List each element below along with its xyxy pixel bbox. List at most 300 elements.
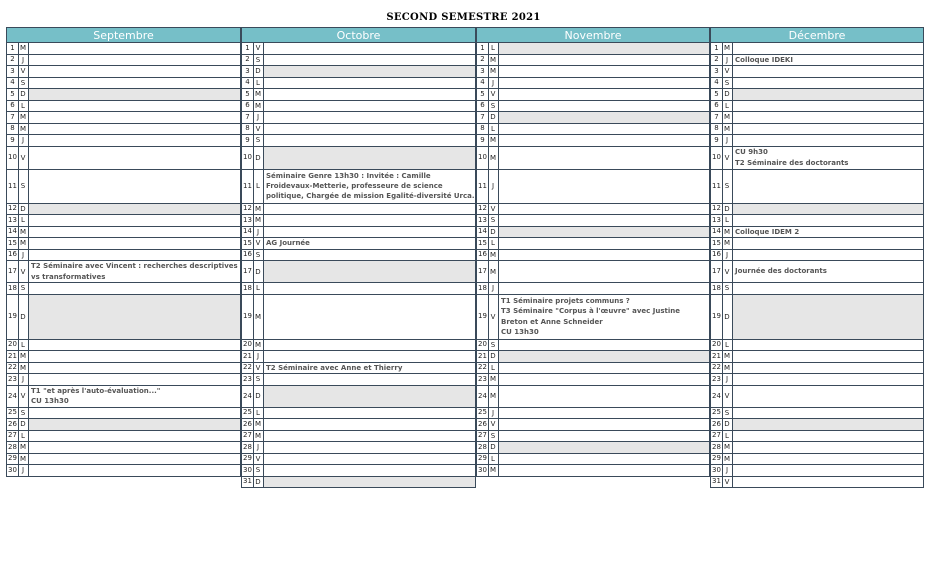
day-number: 9 (477, 135, 489, 146)
day-event (733, 89, 923, 100)
day-number: 30 (477, 465, 489, 476)
weekday-letter: M (253, 204, 264, 215)
day-row[interactable] (241, 238, 476, 250)
weekday-letter: S (253, 55, 264, 66)
day-row[interactable] (6, 101, 241, 113)
day-row[interactable] (476, 215, 710, 227)
day-row[interactable] (476, 374, 710, 386)
day-row[interactable] (476, 419, 710, 431)
day-number: 14 (477, 227, 489, 238)
day-row[interactable] (241, 112, 476, 124)
day-row[interactable] (6, 351, 241, 363)
day-number: 6 (477, 101, 489, 112)
day-event (499, 112, 709, 123)
day-number: 13 (7, 215, 19, 226)
day-event (264, 101, 475, 112)
day-event (733, 43, 923, 54)
day-row[interactable] (6, 419, 241, 431)
day-row[interactable] (241, 363, 476, 375)
weekday-letter: J (722, 465, 733, 476)
day-row[interactable] (241, 170, 476, 204)
weekday-letter: V (18, 261, 29, 282)
weekday-letter: L (18, 215, 29, 226)
day-row[interactable] (476, 170, 710, 204)
weekday-letter: D (18, 419, 29, 430)
day-number: 8 (7, 124, 19, 135)
weekday-letter: J (722, 250, 733, 261)
day-row[interactable] (476, 66, 710, 78)
weekday-letter: D (488, 227, 499, 238)
day-number: 20 (7, 340, 19, 351)
day-event: AG Journée (266, 239, 310, 248)
day-event (264, 135, 475, 146)
day-event: T1 "et après l'auto-évaluation..." CU 13h30 (31, 386, 161, 405)
day-event (499, 340, 709, 351)
day-event (499, 78, 709, 89)
day-row[interactable] (476, 43, 710, 55)
weekday-letter: V (722, 147, 733, 169)
day-row[interactable] (241, 147, 476, 170)
weekday-letter: M (253, 431, 264, 442)
day-event (264, 442, 475, 453)
day-event (499, 465, 709, 476)
day-event (733, 465, 923, 476)
day-event (29, 465, 240, 476)
day-row[interactable] (710, 477, 924, 489)
day-row[interactable] (710, 408, 924, 420)
weekday-letter: L (253, 170, 264, 203)
day-event (29, 238, 240, 249)
month-header: Octobre (241, 27, 476, 43)
weekday-letter: S (18, 408, 29, 419)
day-event (499, 170, 709, 203)
day-row[interactable] (241, 227, 476, 239)
day-number: 19 (711, 295, 723, 339)
day-row[interactable] (6, 295, 241, 340)
weekday-letter: D (18, 204, 29, 215)
day-row[interactable] (6, 283, 241, 295)
month-header: Novembre (476, 27, 710, 43)
day-row[interactable] (476, 147, 710, 170)
weekday-letter: V (488, 295, 499, 339)
day-row[interactable] (241, 419, 476, 431)
day-event (733, 124, 923, 135)
day-row[interactable] (241, 101, 476, 113)
day-row[interactable] (710, 419, 924, 431)
day-event (264, 419, 475, 430)
day-event (264, 227, 475, 238)
weekday-letter: M (18, 124, 29, 135)
day-number: 18 (242, 283, 254, 294)
day-event (29, 135, 240, 146)
weekday-letter: J (18, 465, 29, 476)
day-row[interactable] (241, 465, 476, 477)
weekday-letter: D (722, 419, 733, 430)
day-row[interactable] (710, 66, 924, 78)
day-row[interactable] (241, 295, 476, 340)
day-event (29, 408, 240, 419)
day-event (264, 340, 475, 351)
month-header: Septembre (6, 27, 241, 43)
day-row[interactable] (6, 78, 241, 90)
day-event (733, 170, 923, 203)
day-row[interactable] (241, 374, 476, 386)
day-row[interactable] (710, 261, 924, 283)
day-row[interactable] (710, 340, 924, 352)
day-number: 27 (7, 431, 19, 442)
day-number: 24 (242, 386, 254, 407)
day-row[interactable] (710, 250, 924, 262)
day-event (264, 250, 475, 261)
day-row[interactable] (6, 250, 241, 262)
weekday-letter: M (18, 442, 29, 453)
day-number: 21 (477, 351, 489, 362)
day-row[interactable] (476, 89, 710, 101)
day-event (499, 238, 709, 249)
weekday-letter: M (722, 363, 733, 374)
day-event (264, 78, 475, 89)
day-row[interactable] (476, 101, 710, 113)
day-row[interactable] (710, 204, 924, 216)
day-number: 22 (7, 363, 19, 374)
day-row[interactable] (476, 78, 710, 90)
day-row[interactable] (710, 55, 924, 67)
day-row[interactable] (710, 374, 924, 386)
day-number: 7 (242, 112, 254, 123)
day-event (29, 78, 240, 89)
day-event (29, 101, 240, 112)
day-row[interactable] (241, 477, 476, 489)
day-event (499, 442, 709, 453)
day-event (29, 215, 240, 226)
day-row[interactable] (6, 89, 241, 101)
day-number: 6 (7, 101, 19, 112)
day-number: 30 (711, 465, 723, 476)
day-number: 15 (242, 238, 254, 249)
day-row[interactable] (710, 442, 924, 454)
day-event (733, 363, 923, 374)
day-row[interactable] (6, 170, 241, 204)
day-event (499, 124, 709, 135)
weekday-letter: D (253, 147, 264, 169)
day-number: 1 (711, 43, 723, 54)
day-row[interactable] (710, 283, 924, 295)
day-row[interactable] (476, 351, 710, 363)
day-row[interactable] (476, 135, 710, 147)
day-number: 20 (711, 340, 723, 351)
day-number: 3 (711, 66, 723, 77)
day-event (264, 351, 475, 362)
day-event (733, 386, 923, 407)
weekday-letter: S (722, 283, 733, 294)
day-event: Colloque IDEM 2 (735, 227, 800, 236)
day-row[interactable] (6, 124, 241, 136)
weekday-letter: V (488, 204, 499, 215)
day-number: 25 (242, 408, 254, 419)
day-row[interactable] (6, 374, 241, 386)
day-row[interactable] (476, 386, 710, 408)
day-event (264, 66, 475, 77)
day-row[interactable] (6, 431, 241, 443)
day-event (733, 238, 923, 249)
day-row[interactable] (241, 204, 476, 216)
day-event (29, 43, 240, 54)
day-number: 14 (242, 227, 254, 238)
weekday-letter: D (253, 477, 264, 488)
day-row[interactable] (241, 283, 476, 295)
weekday-letter: J (722, 374, 733, 385)
day-row[interactable] (241, 261, 476, 283)
day-row[interactable] (476, 124, 710, 136)
weekday-letter: M (488, 66, 499, 77)
day-row[interactable] (710, 135, 924, 147)
day-event (264, 477, 475, 488)
weekday-letter: L (488, 454, 499, 465)
weekday-letter: J (488, 408, 499, 419)
day-row[interactable] (6, 442, 241, 454)
day-number: 29 (242, 454, 254, 465)
day-row[interactable] (476, 55, 710, 67)
day-event (733, 442, 923, 453)
day-number: 11 (711, 170, 723, 203)
day-row[interactable] (6, 238, 241, 250)
day-event (733, 135, 923, 146)
day-event (499, 55, 709, 66)
day-row[interactable] (6, 135, 241, 147)
day-event (733, 295, 923, 339)
day-row[interactable] (241, 215, 476, 227)
day-row[interactable] (710, 454, 924, 466)
day-number: 25 (7, 408, 19, 419)
day-number: 21 (7, 351, 19, 362)
day-number: 9 (7, 135, 19, 146)
day-event (29, 374, 240, 385)
day-number: 25 (711, 408, 723, 419)
day-number: 23 (7, 374, 19, 385)
weekday-letter: S (253, 465, 264, 476)
day-event (499, 261, 709, 282)
day-number: 1 (7, 43, 19, 54)
weekday-letter: L (488, 43, 499, 54)
day-event (499, 204, 709, 215)
day-event: T2 Séminaire avec Vincent : recherches descriptives vs transformatives (31, 262, 238, 281)
day-row[interactable] (241, 386, 476, 408)
day-number: 10 (242, 147, 254, 169)
day-row[interactable] (476, 112, 710, 124)
day-row[interactable] (476, 283, 710, 295)
weekday-letter: M (488, 374, 499, 385)
day-row[interactable] (476, 408, 710, 420)
day-row[interactable] (6, 43, 241, 55)
day-row[interactable] (710, 89, 924, 101)
weekday-letter: S (253, 135, 264, 146)
day-event (733, 454, 923, 465)
day-event (29, 55, 240, 66)
day-row[interactable] (6, 465, 241, 477)
day-row[interactable] (710, 431, 924, 443)
weekday-letter: M (18, 363, 29, 374)
day-number: 7 (477, 112, 489, 123)
day-row[interactable] (476, 204, 710, 216)
day-number: 24 (711, 386, 723, 407)
day-number: 29 (711, 454, 723, 465)
weekday-letter: V (722, 386, 733, 407)
day-number: 11 (7, 170, 19, 203)
day-row[interactable] (476, 295, 710, 340)
weekday-letter: M (488, 55, 499, 66)
day-number: 10 (7, 147, 19, 169)
weekday-letter: V (253, 43, 264, 54)
day-number: 23 (477, 374, 489, 385)
day-event: T1 Séminaire projets communs ? T3 Séminaire "Corpus à l'œuvre" avec Justine Breton et Anne Schneider CU 13h30 (501, 297, 680, 336)
weekday-letter: J (253, 227, 264, 238)
weekday-letter: M (722, 454, 733, 465)
day-row[interactable] (241, 340, 476, 352)
day-event (29, 124, 240, 135)
weekday-letter: S (722, 170, 733, 203)
day-row[interactable] (6, 386, 241, 408)
day-event (499, 66, 709, 77)
day-row[interactable] (6, 227, 241, 239)
day-row[interactable] (6, 147, 241, 170)
day-row[interactable] (6, 204, 241, 216)
day-row[interactable] (476, 454, 710, 466)
day-row[interactable] (241, 250, 476, 262)
weekday-letter: M (18, 238, 29, 249)
day-row[interactable] (6, 340, 241, 352)
day-event: T2 Séminaire avec Anne et Thierry (266, 363, 403, 372)
day-event (499, 408, 709, 419)
day-row[interactable] (476, 442, 710, 454)
day-number: 16 (711, 250, 723, 261)
day-row[interactable] (241, 43, 476, 55)
day-row[interactable] (241, 124, 476, 136)
day-row[interactable] (6, 215, 241, 227)
day-row[interactable] (476, 431, 710, 443)
day-row[interactable] (241, 55, 476, 67)
day-event (29, 204, 240, 215)
day-number: 5 (711, 89, 723, 100)
day-number: 4 (711, 78, 723, 89)
day-number: 6 (242, 101, 254, 112)
weekday-letter: L (253, 408, 264, 419)
day-number: 18 (711, 283, 723, 294)
day-row[interactable] (241, 442, 476, 454)
day-event (499, 250, 709, 261)
weekday-letter: D (18, 89, 29, 100)
day-row[interactable] (6, 408, 241, 420)
day-row[interactable] (710, 43, 924, 55)
weekday-letter: V (253, 124, 264, 135)
day-row[interactable] (710, 78, 924, 90)
day-row[interactable] (710, 238, 924, 250)
day-event (264, 283, 475, 294)
day-number: 16 (242, 250, 254, 261)
day-row[interactable] (710, 386, 924, 408)
day-row[interactable] (476, 227, 710, 239)
day-row[interactable] (241, 66, 476, 78)
day-number: 12 (711, 204, 723, 215)
day-row[interactable] (710, 147, 924, 170)
day-number: 17 (242, 261, 254, 282)
day-row[interactable] (476, 261, 710, 283)
day-event (499, 135, 709, 146)
day-number: 26 (477, 419, 489, 430)
day-row[interactable] (6, 66, 241, 78)
day-number: 16 (7, 250, 19, 261)
weekday-letter: M (488, 465, 499, 476)
weekday-letter: M (253, 89, 264, 100)
day-row[interactable] (241, 135, 476, 147)
day-row[interactable] (710, 124, 924, 136)
day-event (499, 283, 709, 294)
day-row[interactable] (710, 363, 924, 375)
day-row[interactable] (241, 78, 476, 90)
day-row[interactable] (476, 250, 710, 262)
day-number: 15 (477, 238, 489, 249)
day-row[interactable] (710, 227, 924, 239)
weekday-letter: V (253, 238, 264, 249)
day-row[interactable] (241, 454, 476, 466)
weekday-letter: J (488, 283, 499, 294)
day-row[interactable] (476, 465, 710, 477)
day-event: Journée des doctorants (735, 267, 827, 276)
day-row[interactable] (476, 340, 710, 352)
day-row[interactable] (710, 351, 924, 363)
day-row[interactable] (710, 101, 924, 113)
day-event (499, 419, 709, 430)
day-row[interactable] (6, 112, 241, 124)
day-number: 17 (477, 261, 489, 282)
day-row[interactable] (241, 408, 476, 420)
day-number: 27 (242, 431, 254, 442)
day-event (264, 465, 475, 476)
day-number: 28 (477, 442, 489, 453)
day-row[interactable] (6, 454, 241, 466)
weekday-letter: V (722, 66, 733, 77)
day-event (499, 227, 709, 238)
day-number: 19 (7, 295, 19, 339)
day-row[interactable] (6, 261, 241, 283)
day-row[interactable] (6, 363, 241, 375)
month-header: Décembre (710, 27, 924, 43)
day-row[interactable] (710, 170, 924, 204)
day-row[interactable] (476, 238, 710, 250)
day-row[interactable] (241, 89, 476, 101)
day-event (29, 442, 240, 453)
day-number: 20 (477, 340, 489, 351)
day-number: 12 (477, 204, 489, 215)
day-event (29, 363, 240, 374)
day-row[interactable] (710, 215, 924, 227)
day-row[interactable] (6, 55, 241, 67)
weekday-letter: M (253, 419, 264, 430)
day-row[interactable] (710, 465, 924, 477)
day-row[interactable] (710, 112, 924, 124)
day-row[interactable] (710, 295, 924, 340)
weekday-letter: L (488, 363, 499, 374)
weekday-letter: D (722, 204, 733, 215)
day-row[interactable] (241, 351, 476, 363)
weekday-letter: J (18, 135, 29, 146)
day-event (29, 419, 240, 430)
weekday-letter: D (253, 261, 264, 282)
day-event (29, 295, 240, 339)
weekday-letter: M (722, 43, 733, 54)
day-number: 30 (7, 465, 19, 476)
day-row[interactable] (241, 431, 476, 443)
day-row[interactable] (476, 363, 710, 375)
